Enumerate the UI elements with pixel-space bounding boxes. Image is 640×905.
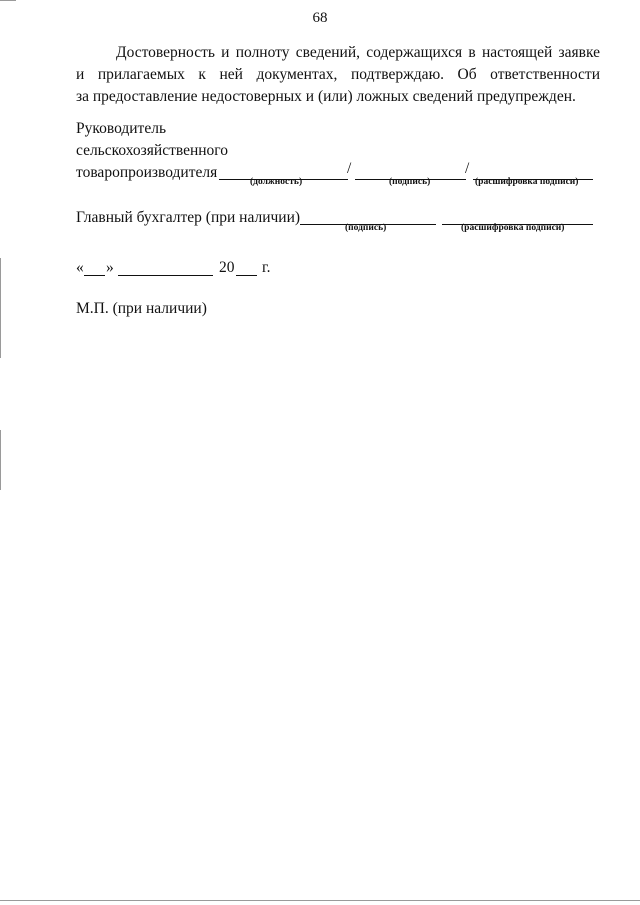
position-caption: (должность) [250,177,303,187]
date-open-quote: « [76,259,84,276]
declaration-line-1: Достоверность и полноту сведений, содержащихся в настоящей заявке [116,44,600,61]
scan-edge-mark [0,258,1,358]
date-month-field[interactable] [118,275,213,276]
head-decoding-caption: (расшифровка подписи) [475,177,579,187]
head-label-line-2: сельскохозяйственного [76,142,229,159]
head-label-line-3: товаропроизводителя [76,164,218,181]
declaration-line-2: и прилагаемых к ней документах, подтверждаю. Об ответственности [76,66,600,83]
date-day-field[interactable] [84,275,105,276]
separator-slash: / [347,160,352,177]
declaration-line-3: за предоставление недостоверных и (или) ложных сведений предупрежден. [76,88,576,105]
accountant-label: Главный бухгалтер (при наличии) [76,209,301,226]
stamp-label: М.П. (при наличии) [76,300,207,317]
head-signature-caption: (подпись) [389,177,431,187]
accountant-signature-caption: (подпись) [345,223,387,233]
scan-edge-mark [0,430,1,490]
scan-edge-mark [0,0,16,1]
head-label-line-1: Руководитель [76,120,167,137]
page-number: 68 [312,10,328,26]
date-year-field[interactable] [236,275,257,276]
separator-slash: / [465,160,470,177]
date-year-suffix: г. [262,259,271,276]
date-year-prefix: 20 [219,259,235,276]
date-close-quote: » [106,259,114,276]
accountant-decoding-caption: (расшифровка подписи) [461,223,565,233]
scan-edge-mark [0,900,640,901]
